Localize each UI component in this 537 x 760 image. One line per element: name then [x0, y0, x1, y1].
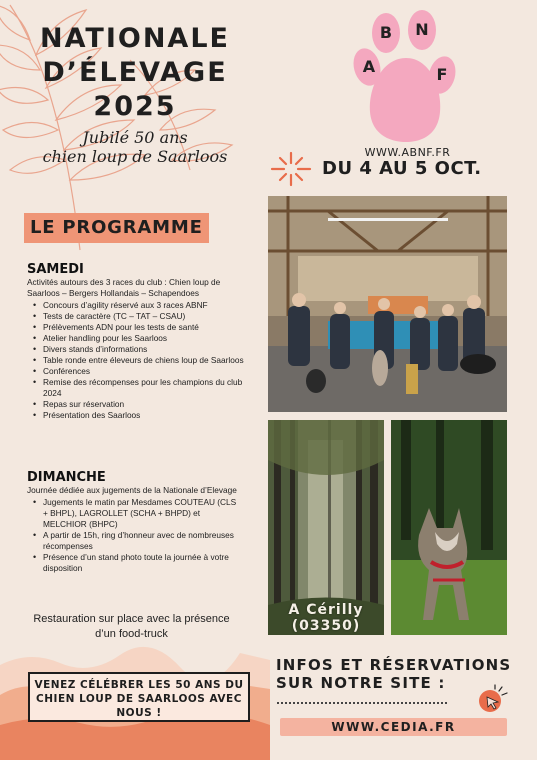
dotted-divider: [277, 702, 447, 704]
list-item: • Tests de caractère (TC – TAT – CSAU): [27, 311, 255, 322]
title-line-2: D’ÉLEVAGE: [42, 57, 228, 88]
sunburst-icon: [268, 150, 314, 188]
samedi-section: [27, 262, 255, 421]
list-item: • Table ronde entre éleveurs de chiens loup de Saarloos: [27, 355, 255, 366]
info-title: INFOS ET RÉSERVATIONS SUR NOTRE SITE :: [276, 656, 512, 692]
cedia-website-link[interactable]: WWW.CEDIA.FR: [280, 718, 507, 736]
restauration-note: Restauration sur place avec la présence d’un food-truck: [33, 613, 230, 640]
subtitle-line-1: Jubilé 50 ans: [82, 128, 188, 147]
samedi-list: [27, 300, 255, 421]
list-item: • Repas sur réservation: [27, 399, 255, 410]
celebration-callout: VENEZ CÉLÉBRER LES 50 ANS DU CHIEN LOUP DE SAARLOOS AVEC NOUS !: [28, 672, 250, 722]
paw-logo-icon: [350, 0, 462, 146]
subtitle-line-2: chien loup de Saarloos: [42, 147, 228, 166]
logo-letter-b: B: [379, 23, 393, 42]
cursor-click-icon: [476, 684, 508, 714]
dimanche-list: [27, 497, 237, 574]
abnf-website[interactable]: WWW.ABNF.FR: [364, 146, 451, 159]
group-photo: [268, 196, 507, 412]
list-item: • Jugements le matin par Mesdames COUTEAU (CLS + BHPL), LAGROLLET (SCHA + BHPD) et MELCHIOR (BHPC): [27, 497, 237, 530]
samedi-title: SAMEDI: [27, 262, 84, 277]
title-line-1: NATIONALE: [40, 23, 230, 54]
location-label: [268, 602, 384, 634]
logo-letter-f: F: [436, 65, 448, 84]
list-item: • A partir de 15h, ring d’honneur avec de nombreuses récompenses: [27, 530, 237, 552]
event-subtitle: [10, 128, 260, 166]
dimanche-title: DIMANCHE: [27, 470, 106, 485]
list-item: • Concours d’agility réservé aux 3 races ABNF: [27, 300, 255, 311]
title-line-3: 2025: [93, 91, 177, 122]
list-item: • Conférences: [27, 366, 255, 377]
logo-letter-n: N: [415, 20, 429, 39]
dimanche-intro: Journée dédiée aux jugements de la Nationale d’Elevage: [27, 485, 237, 495]
list-item: • Présentation des Saarloos: [27, 410, 255, 421]
event-title: [20, 22, 250, 124]
location-line-1: A Cérilly: [288, 602, 364, 618]
samedi-intro: Activités autours des 3 races du club : Chien loup de Saarloos – Bergers Hollandais – Schapendoes: [27, 277, 221, 298]
dimanche-section: [27, 470, 237, 574]
list-item: • Remise des récompenses pour les champions du club 2024: [27, 377, 255, 399]
list-item: • Présence d’un stand photo toute la journée à votre disposition: [27, 552, 237, 574]
list-item: • Atelier handling pour les Saarloos: [27, 333, 255, 344]
programme-heading: LE PROGRAMME: [24, 213, 209, 243]
event-dates: DU 4 AU 5 OCT.: [322, 158, 482, 179]
wolfdog-photo: [391, 420, 507, 635]
list-item: • Prélèvements ADN pour les tests de santé: [27, 322, 255, 333]
list-item: • Divers stands d’informations: [27, 344, 255, 355]
location-line-2: (03350): [291, 618, 361, 634]
logo-letter-a: A: [362, 57, 376, 76]
